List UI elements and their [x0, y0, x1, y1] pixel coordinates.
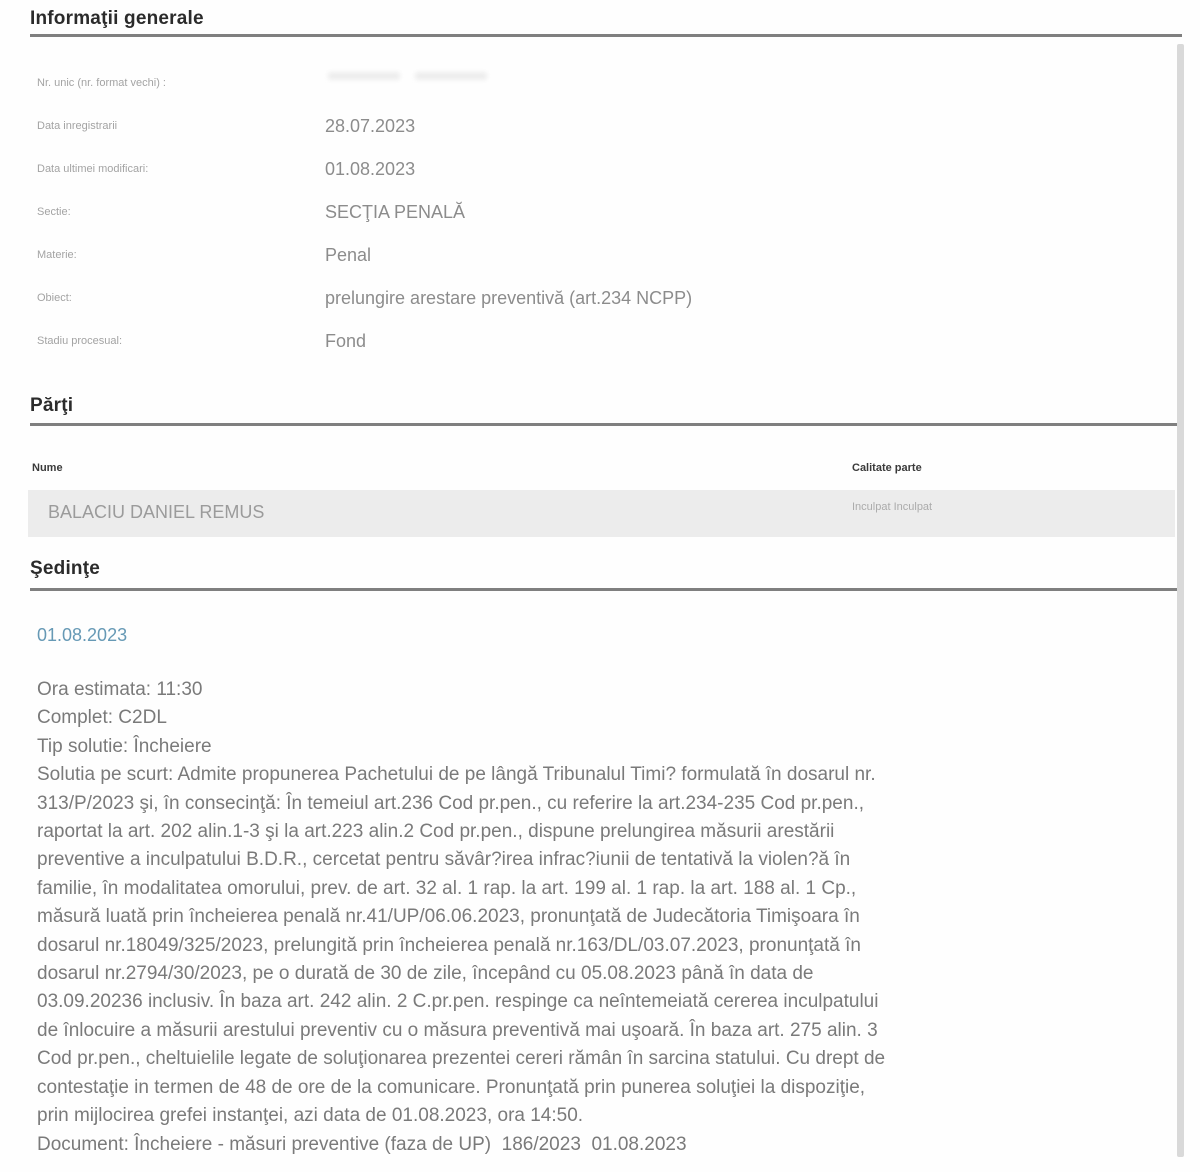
hearing-solution-text: preventive a inculpatului B.D.R., cercetat pentru săvâr?irea infrac?iunii de tentativă la violen?ă în [37, 849, 851, 871]
field-label: Stadiu procesual: [37, 335, 122, 347]
field-label: Sectie: [37, 206, 71, 218]
party-name: BALACIU DANIEL REMUS [48, 502, 265, 522]
hearing-solution-type: Tip solutie: Încheiere [37, 735, 212, 757]
hearing-solution-text: dosarul nr.18049/325/2023, prelungită prin încheierea penală nr.163/DL/03.07.2023, pronunţată în [37, 934, 861, 956]
party-column-role: Calitate parte [852, 462, 922, 474]
field-value: 01.08.2023 [325, 159, 416, 179]
field-value: SECŢIA PENALĂ [325, 202, 466, 222]
general-info-divider [30, 34, 1182, 37]
hearing-solution-text: 313/P/2023 şi, în consecinţă: În temeiul art.236 Cod pr.pen., cu referire la art.234-235 Cod pr.pen., [37, 792, 865, 814]
hearing-solution-text: contestaţie in termen de 48 de ore de la comunicare. Pronunţată prin punerea soluţiei la dispoziţie, [37, 1076, 866, 1098]
field-label: Materie: [37, 249, 77, 261]
hearing-solution-text: 03.09.20236 inclusiv. În baza art. 242 alin. 2 C.pr.pen. respinge ca neîntemeiată cererea inculpatului [37, 991, 879, 1013]
field-label: Obiect: [37, 292, 72, 304]
redacted-value [415, 72, 487, 80]
field-label: Data inregistrarii [37, 120, 118, 132]
table-row [28, 490, 1175, 537]
hearing-solution-text: Cod pr.pen., cheltuielile legate de soluţionarea prezentei cereri rămân în sarcina statului. Cu drept de [37, 1048, 886, 1070]
hearing-solution-text: familie, în modalitatea omorului, prev. de art. 32 al. 1 rap. la art. 199 al. 1 rap. la art. 188 al. 1 Cp., [37, 877, 857, 899]
hearings-title: Şedinţe [30, 558, 101, 579]
field-row-object [30, 283, 1170, 326]
hearing-document: Document: Încheiere - măsuri preventive (faza de UP) 186/2023 01.08.2023 [37, 1133, 687, 1155]
field-value: Penal [325, 245, 372, 265]
field-row-matter [30, 240, 1170, 283]
redacted-value [328, 72, 400, 80]
vertical-scrollbar[interactable] [1177, 44, 1184, 1157]
hearing-solution-text: Solutia pe scurt: Admite propunerea Pachetului de pe lângă Tribunalul Timi? formulată în dosarul nr. [37, 764, 876, 786]
hearing-details [37, 676, 1177, 1159]
field-row-procedural-stage [30, 326, 1170, 369]
field-value: Fond [325, 331, 367, 351]
hearing-solution-text: prin mijlocirea grefei instanţei, azi data de 01.08.2023, ora 14:50. [37, 1105, 584, 1127]
hearing-solution-text: măsură luată prin încheierea penală nr.41/UP/06.06.2023, pronunţată de Judecătoria Timişoara în [37, 906, 860, 928]
hearing-solution-text: dosarul nr.2794/30/2023, pe o durată de 30 de zile, începând cu 05.08.2023 până în data de [37, 963, 814, 985]
hearing-panel: Complet: C2DL [37, 707, 167, 729]
general-info-title: Informaţii generale [30, 8, 204, 29]
parties-divider [30, 423, 1182, 426]
field-label: Data ultimei modificari: [37, 163, 149, 175]
field-value: prelungire arestare preventivă (art.234 NCPP) [325, 288, 693, 308]
party-role: Inculpat Inculpat [852, 501, 933, 513]
hearings-divider [30, 588, 1182, 591]
hearing-date-link[interactable]: 01.08.2023 [37, 625, 128, 645]
hearing-estimated-time: Ora estimata: 11:30 [37, 679, 203, 700]
parties-title: Părţi [30, 395, 74, 416]
field-row-last-modified-date [30, 154, 1170, 197]
field-row-unique-number [30, 68, 1170, 111]
general-info-fields [30, 68, 1170, 369]
field-value: 28.07.2023 [325, 116, 416, 136]
hearing-solution-text: de înlocuire a măsurii arestului preventiv cu o măsura preventivă mai uşoară. În baza art. 275 alin. 3 [37, 1019, 878, 1041]
field-row-section [30, 197, 1170, 240]
field-row-registration-date [30, 111, 1170, 154]
hearing-solution-text: raportat la art. 202 alin.1-3 şi la art.223 alin.2 Cod pr.pen., dispune prelungirea măsurii arestării [37, 821, 835, 843]
field-label: Nr. unic (nr. format vechi) : [37, 77, 166, 89]
party-column-name: Nume [32, 462, 63, 474]
